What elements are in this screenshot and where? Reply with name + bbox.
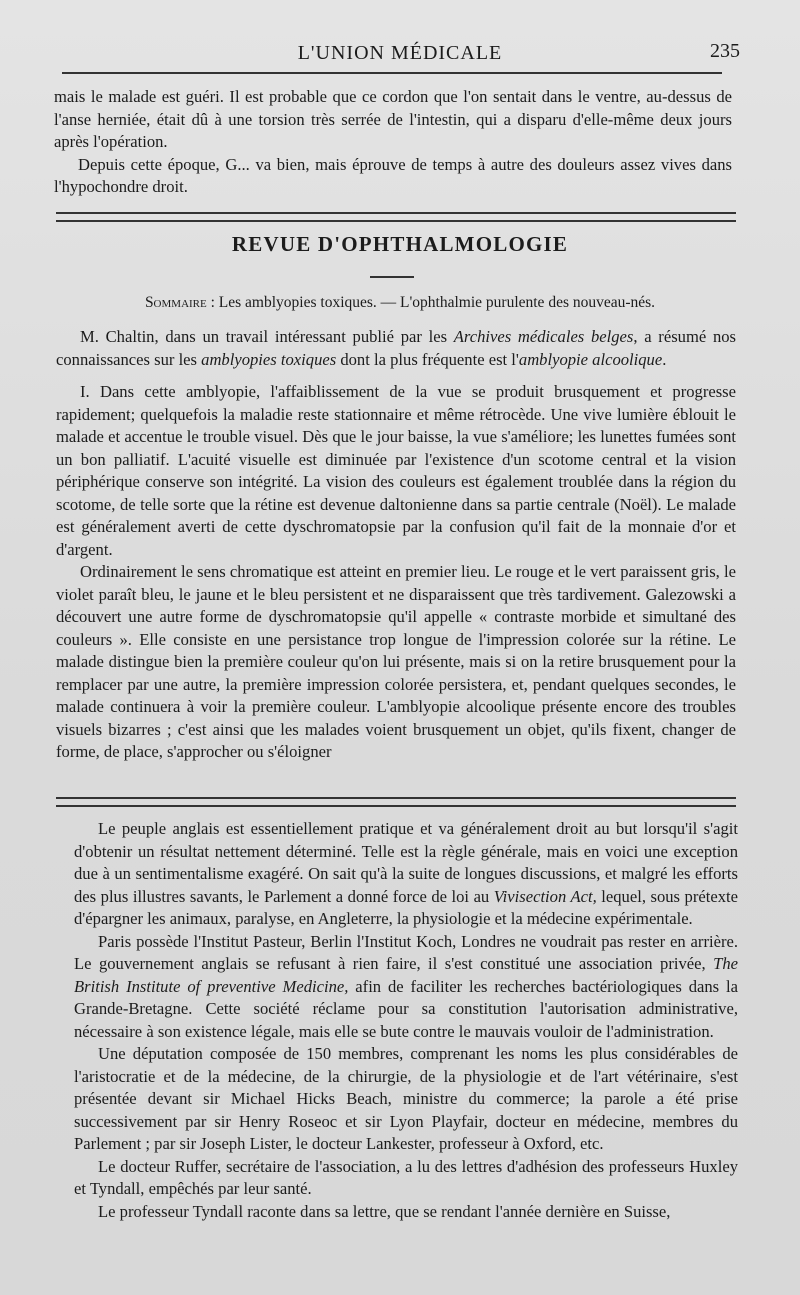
feuilleton-paragraph: Le professeur Tyndall raconte dans sa lettre, que se rendant l'année dernière en Suisse, xyxy=(98,1201,671,1221)
section-divider xyxy=(56,212,736,222)
page-header xyxy=(60,38,740,68)
summary-label: Sommaire : xyxy=(144,294,215,311)
continuation-paragraph: Depuis cette époque, G... va bien, mais éprouve de temps à autre des douleurs assez vives dans l'hypochondre droit. xyxy=(54,154,732,196)
intro-emphasis: amblyopie alcoolique xyxy=(518,349,663,369)
journal-reference: Archives médicales belges xyxy=(453,327,634,346)
journal-title: L'UNION MÉDICALE xyxy=(297,42,503,64)
feuilleton-paragraph xyxy=(74,818,738,931)
header-rule xyxy=(62,72,722,74)
section-summary xyxy=(60,294,740,312)
intro-text: , a résumé nos connaissances sur les xyxy=(56,327,736,369)
title-underline xyxy=(370,276,414,278)
law-reference: Vivisection Act, xyxy=(493,886,597,906)
feuilleton-paragraph: Une députation composée de 150 membres, comprenant les noms les plus considérables de l'aristocratie et de la médecine, de la chirurgie, de la physiologie et de l'art vétérinaire, s'est présentée devant sir Michael Hicks Beach, ministre du commerce; la parole a été prise successivement par sir Henry Roseoc et sir Lyon Playfair, docteur en médecine, membres du Parlement ; par sir Joseph Lister, le docteur Lankester, professeur à Oxford, etc. xyxy=(74,1044,738,1153)
intro-text: M. Chaltin, dans un travail intéressant publié par les xyxy=(80,327,454,346)
article-paragraph: I. Dans cette amblyopie, l'affaiblissement de la vue se produit brusquement et progresse rapidement; quelquefois la maladie reste stationnaire et même rétrocède. Une vive lumière éblouit le malade et accentue le trouble visuel. Dès que le jour baisse, la vue s'améliore; les lunettes fumées sont un bon palliatif. L'acuité visuelle est diminuée par l'existence d'un scotome central et la vision périphérique conserve son intégrité. La vision des couleurs est également troublée dans la région du scotome, de telle sorte que la rétine est devenue daltonienne dans sa partie centrale (Noël). Le malade est généralement averti de cette dyschromatopsie par la confusion qu'il fait de la monnaie d'or et d'argent. xyxy=(56,382,736,559)
feuilleton-paragraph xyxy=(74,931,738,1044)
feuilleton-paragraph: Le docteur Ruffer, secrétaire de l'association, a lu des lettres d'adhésion des professeurs Huxley et Tyndall, empêchés par leur santé. xyxy=(74,1156,738,1198)
institute-reference: The British Institute of preventive Medicine, xyxy=(74,954,738,996)
feuilleton-text: afin de faciliter les recherches bactériologiques dans la Grande-Bretagne. Cette société réclame pour sa constitution l'autorisation administrative, nécessaire à son existence légale, mais elle se bute contre le mauvais vouloir de l'administration. xyxy=(74,976,738,1041)
paragraph-gap xyxy=(56,371,736,381)
continuation-text xyxy=(54,86,732,199)
page-number: 235 xyxy=(710,40,740,62)
continuation-paragraph: mais le malade est guéri. Il est probable que ce cordon que l'on sentait dans le ventre, au-dessus de l'anse herniée, était dû à une torsion très serrée de l'intestin, qui a disparu d'elle-même deux jours après l'opération. xyxy=(54,87,732,151)
feuilleton-body xyxy=(74,818,738,1223)
article-body xyxy=(56,326,736,764)
intro-text: . xyxy=(662,349,667,369)
intro-text: dont la plus fréquente est l' xyxy=(336,349,519,369)
feuilleton-text: Le peuple anglais est essentiellement pratique et va généralement droit au but lorsqu'il s'agit d'obtenir un résultat nettement déterminé. Telle est la règle générale, mais en voici une exception due à un sentimentalisme exagéré. On sait qu'à la suite de longues discussions, et malgré les efforts des plus illustres savants, le Parlement a donné force de loi au xyxy=(74,819,738,906)
feuilleton-text: lequel, sous prétexte d'épargner les animaux, paralyse, en Angleterre, la physiologie et la médecine expérimentale. xyxy=(74,886,738,928)
feuilleton-divider xyxy=(56,797,736,807)
summary-text: Les amblyopies toxiques. — L'ophthalmie purulente des nouveau-nés. xyxy=(214,294,656,311)
article-intro xyxy=(56,326,736,371)
intro-emphasis: amblyopies toxiques xyxy=(201,349,337,369)
feuilleton-text: Paris possède l'Institut Pasteur, Berlin l'Institut Koch, Londres ne voudrait pas rester en arrière. Le gouvernement anglais se refusant à rien faire, il s'est constitué une association privée, xyxy=(74,931,738,973)
section-title: REVUE D'OPHTHALMOLOGIE xyxy=(231,232,569,256)
article-paragraph: Ordinairement le sens chromatique est atteint en premier lieu. Le rouge et le vert paraissent gris, le violet paraît bleu, le jaune et le bleu persistent et ne disparaissent que très tardivement. Galezowski a découvert une autre forme de dyschromatopsie qu'il appelle « contraste morbide et simultané des couleurs ». Elle consiste en une persistance trop longue de l'impression colorée sur la rétine. Le malade distingue bien la première couleur qu'on lui présente, mais si on la retire brusquement pour la remplacer par une autre, la première impression colorée persistera, et, pendant quelques secondes, le malade continuera à voir la première couleur. L'amblyopie alcoolique présente encore des troubles visuels bizarres ; c'est ainsi que les malades voient brusquement un objet, qu'ils fixent, changer de forme, de place, s'approcher ou s'éloigner xyxy=(56,562,736,761)
